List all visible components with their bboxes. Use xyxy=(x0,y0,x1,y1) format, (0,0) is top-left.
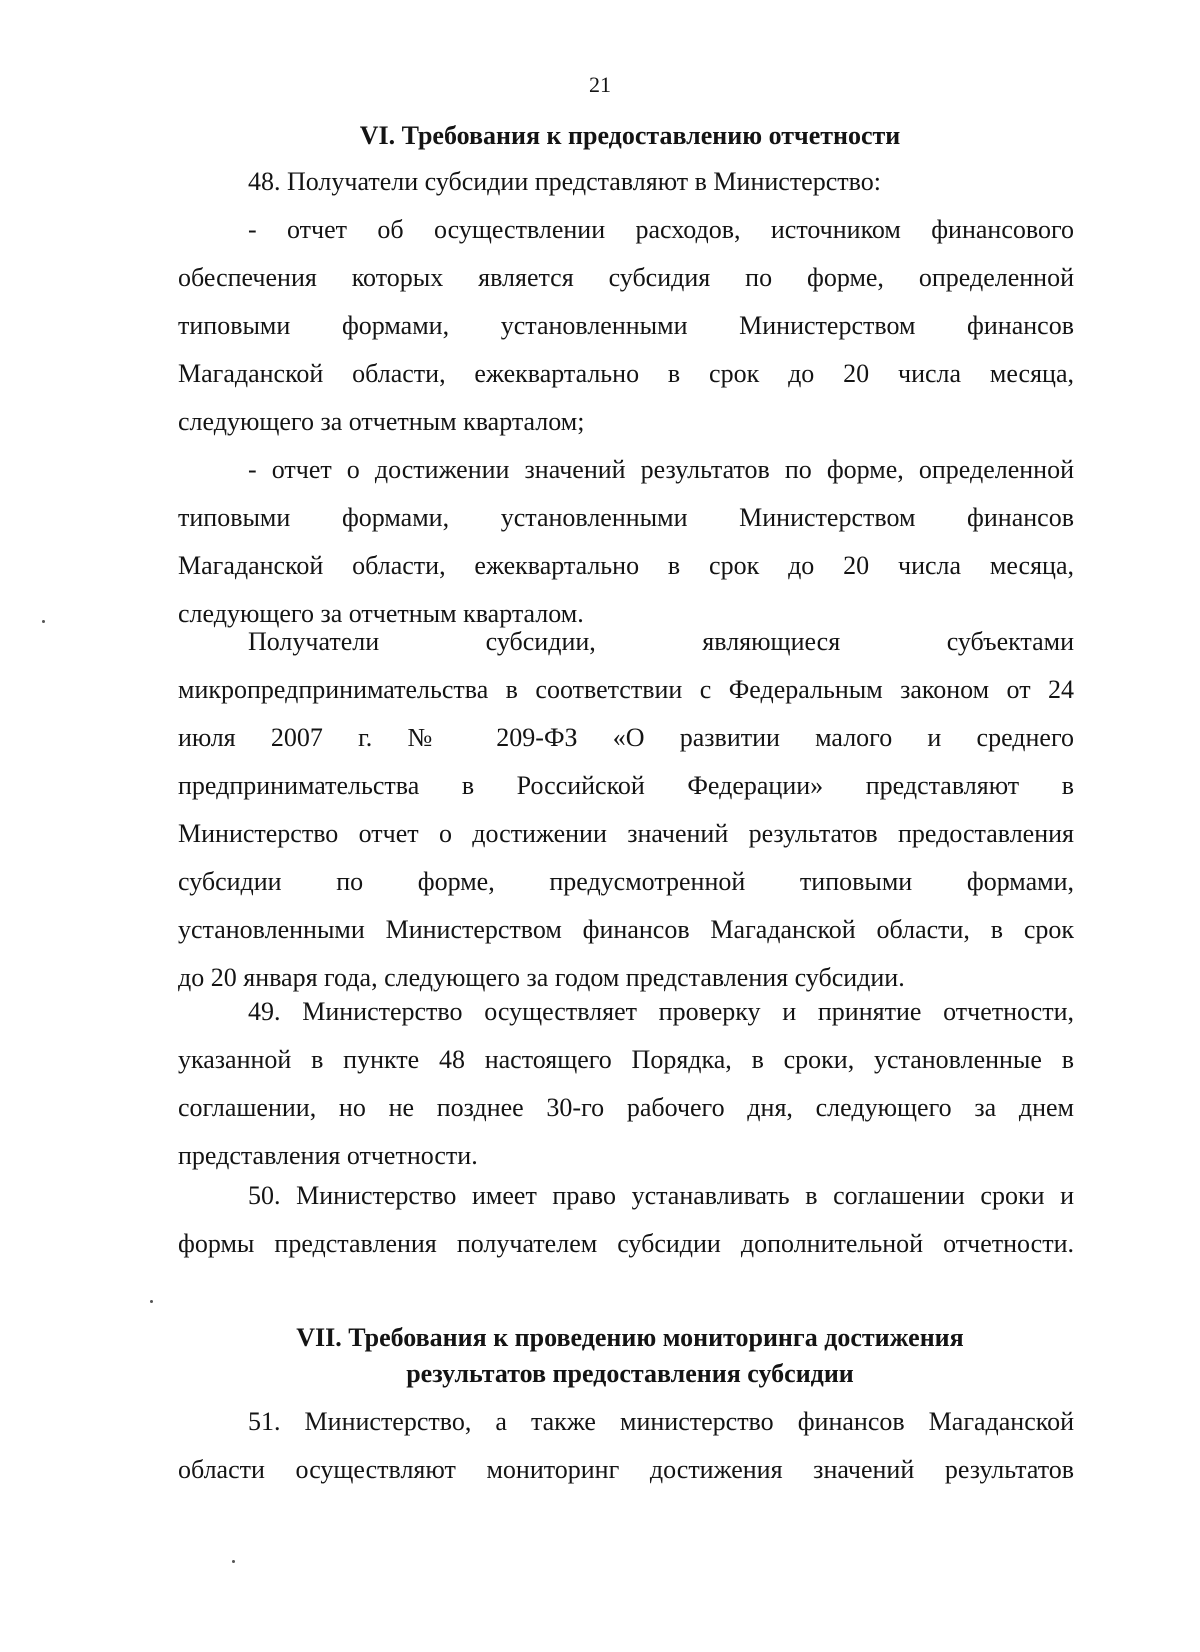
text-line: типовыми формами, установленными Министерством финансов xyxy=(178,311,1074,340)
text-line: следующего за отчетным кварталом. xyxy=(178,599,584,628)
text-line: типовыми формами, установленными Министерством финансов xyxy=(178,503,1074,532)
section-7-title-line-1: VII. Требования к проведению мониторинга достижения xyxy=(296,1323,964,1352)
text-line: установленными Министерством финансов Магаданской области, в срок xyxy=(178,915,1074,944)
paragraph-49 xyxy=(178,988,1074,1180)
text-line: до 20 января года, следующего за годом представления субсидии. xyxy=(178,963,905,992)
scan-speck xyxy=(150,1300,153,1303)
scan-speck xyxy=(42,620,45,623)
text-line: Получатели субсидии, являющиеся субъектами xyxy=(248,627,1074,656)
text-line: Магаданской области, ежеквартально в срок до 20 числа месяца, xyxy=(178,359,1074,388)
text-line: предпринимательства в Российской Федерации» представляют в xyxy=(178,771,1074,800)
text-line: области осуществляют мониторинг достижения значений результатов xyxy=(178,1455,1074,1484)
paragraph-48 xyxy=(178,158,1074,638)
paragraph-48-micro xyxy=(178,618,1074,1002)
text-line: обеспечения которых является субсидия по форме, определенной xyxy=(178,263,1074,292)
text-line: субсидии по форме, предусмотренной типовыми формами, xyxy=(178,867,1074,896)
text-line: 48. Получатели субсидии представляют в Министерство: xyxy=(248,167,881,196)
text-line: 50. Министерство имеет право устанавливать в соглашении сроки и xyxy=(248,1181,1074,1210)
text-line: следующего за отчетным кварталом; xyxy=(178,407,585,436)
text-line: - отчет об осуществлении расходов, источником финансового xyxy=(248,215,1074,244)
text-line: микропредпринимательства в соответствии с Федеральным законом от 24 xyxy=(178,675,1074,704)
text-line: Министерство отчет о достижении значений результатов предоставления xyxy=(178,819,1074,848)
text-line: указанной в пункте 48 настоящего Порядка, в сроки, установленные в xyxy=(178,1045,1074,1074)
section-7-title xyxy=(180,1320,1080,1392)
paragraph-50 xyxy=(178,1172,1074,1268)
page-number: 21 xyxy=(589,72,611,97)
text-line: представления отчетности. xyxy=(178,1141,478,1170)
scan-speck xyxy=(232,1560,235,1563)
text-line: 49. Министерство осуществляет проверку и принятие отчетности, xyxy=(248,997,1074,1026)
paragraph-51 xyxy=(178,1398,1074,1494)
text-line: соглашении, но не позднее 30-го рабочего дня, следующего за днем xyxy=(178,1093,1074,1122)
text-line: июля 2007 г. № 209-ФЗ «О развитии малого и среднего xyxy=(178,723,1074,752)
section-7-title-line-2: результатов предоставления субсидии xyxy=(406,1359,854,1388)
text-line: - отчет о достижении значений результатов по форме, определенной xyxy=(248,455,1074,484)
text-line: 51. Министерство, а также министерство финансов Магаданской xyxy=(248,1407,1074,1436)
text-line: формы представления получателем субсидии дополнительной отчетности. xyxy=(178,1229,1074,1258)
text-line: Магаданской области, ежеквартально в срок до 20 числа месяца, xyxy=(178,551,1074,580)
section-6-title: VI. Требования к предоставлению отчетности xyxy=(359,121,901,150)
